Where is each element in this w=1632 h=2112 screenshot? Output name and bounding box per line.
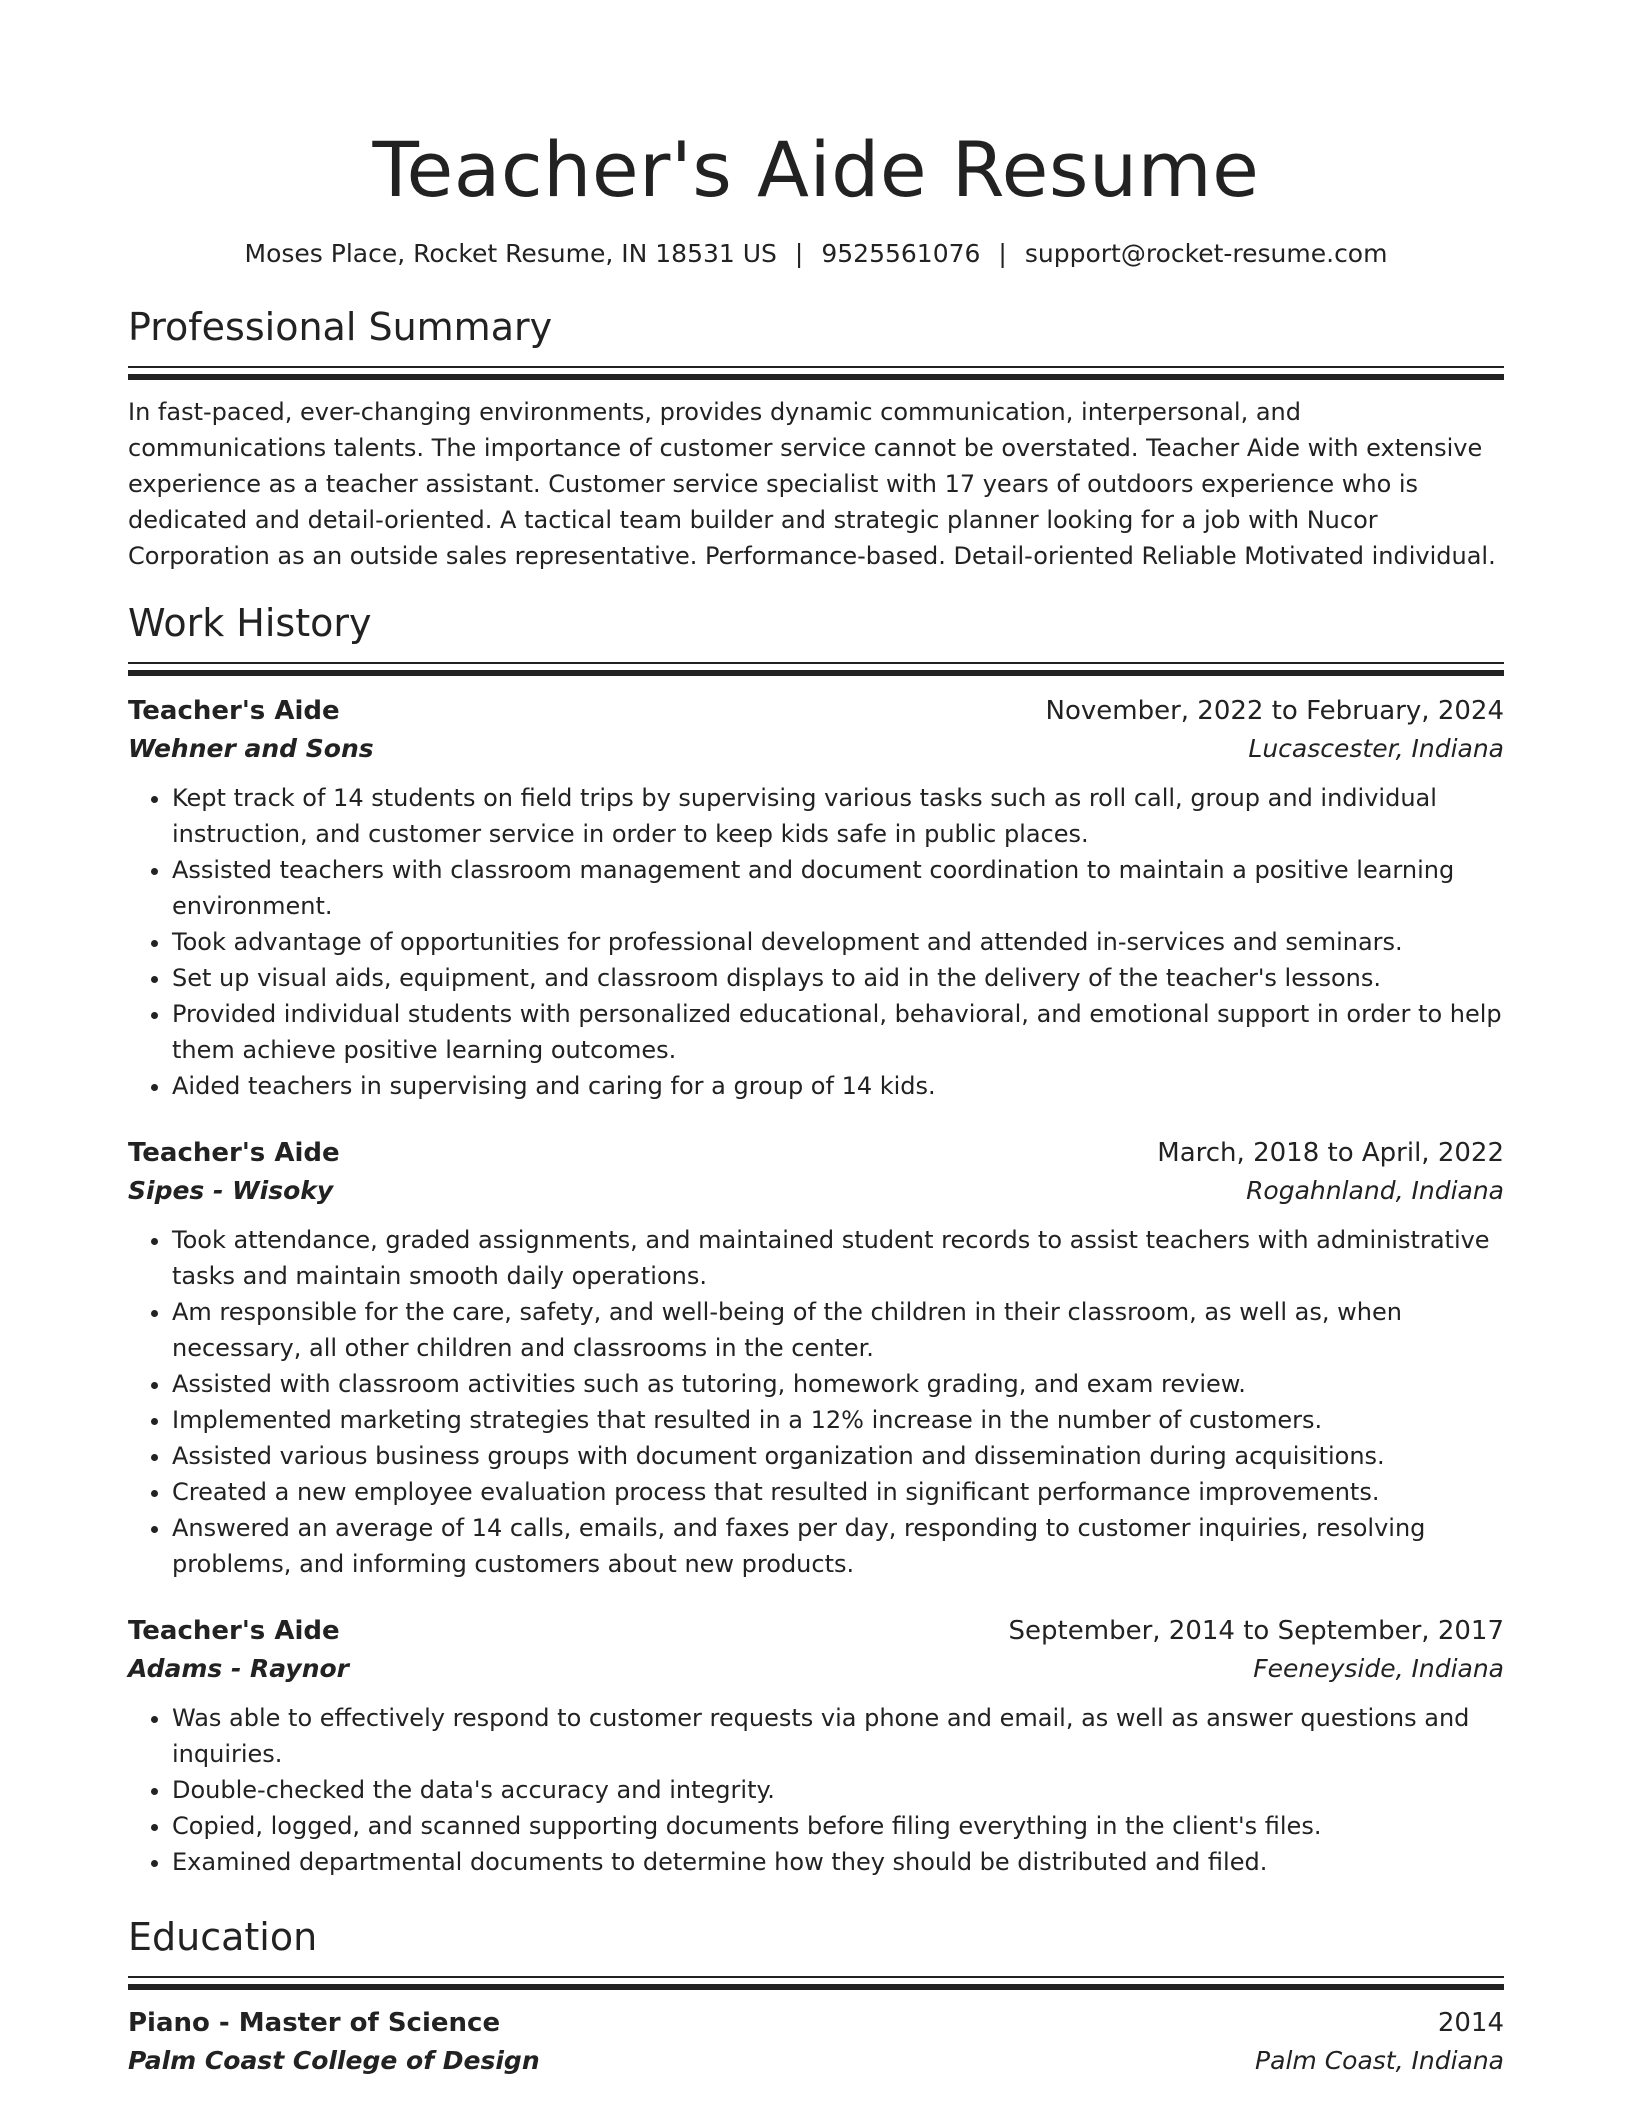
list-item: • Aided teachers in supervising and caring for a group of 14 kids. [172,1068,1504,1104]
list-item: • Took advantage of opportunities for professional development and attended in-services and seminars. [172,924,1504,960]
list-item: • Assisted with classroom activities such as tutoring, homework grading, and exam review. [172,1366,1504,1402]
summary-heading: Professional Summary [128,305,553,349]
list-item: • Assisted various business groups with document organization and dissemination during acquisitions. [172,1438,1504,1474]
education-heading: Education [128,1915,318,1959]
job-bullets [128,1222,1504,1582]
education-year: 2014 [1437,2008,1504,2038]
section-divider [128,1976,1504,1990]
contact-address: Moses Place, Rocket Resume, IN 18531 US [244,239,777,268]
contact-phone: 9525561076 [821,239,981,268]
contact-line [128,236,1504,272]
job-title: Teacher's Aide [128,1138,340,1168]
job-dates: November, 2022 to February, 2024 [1045,696,1504,726]
list-item: • Took attendance, graded assignments, and maintained student records to assist teachers with administrative tasks and maintain smooth daily operations. [172,1222,1504,1294]
job-dates: September, 2014 to September, 2017 [1008,1616,1504,1646]
list-item: • Double-checked the data's accuracy and integrity. [172,1772,1504,1808]
job-location: Lucascester, Indiana [1248,734,1504,763]
list-item: • Answered an average of 14 calls, emails, and faxes per day, responding to customer inquiries, resolving problems, and informing customers about new products. [172,1510,1504,1582]
education-degree: Piano - Master of Science [128,2008,501,2038]
job-location: Feeneyside, Indiana [1253,1654,1504,1683]
list-item: • Implemented marketing strategies that resulted in a 12% increase in the number of customers. [172,1402,1504,1438]
education-entry [128,2004,1504,2080]
job-employer: Sipes - Wisoky [128,1176,334,1205]
list-item: • Created a new employee evaluation process that resulted in significant performance improvements. [172,1474,1504,1510]
list-item: • Am responsible for the care, safety, and well-being of the children in their classroom, as well as, when necessary, all other children and classrooms in the center. [172,1294,1504,1366]
education-school: Palm Coast College of Design [128,2046,540,2075]
job-bullets [128,1700,1504,1880]
list-item: • Copied, logged, and scanned supporting documents before filing everything in the client's files. [172,1808,1504,1844]
section-divider [128,366,1504,380]
list-item: • Set up visual aids, equipment, and classroom displays to aid in the delivery of the teacher's lessons. [172,960,1504,996]
contact-email: support@rocket-resume.com [1024,239,1388,268]
job-dates: March, 2018 to April, 2022 [1157,1138,1504,1168]
list-item: • Examined departmental documents to determine how they should be distributed and filed. [172,1844,1504,1880]
education-section [128,1912,1504,2080]
job-location: Rogahnland, Indiana [1246,1176,1504,1205]
work-history-section [128,598,1504,1880]
section-divider [128,662,1504,676]
list-item: • Was able to effectively respond to customer requests via phone and email, as well as answer questions and inquiries. [172,1700,1504,1772]
contact-separator: | [794,239,804,268]
job-title: Teacher's Aide [128,1616,340,1646]
job-bullets [128,780,1504,1104]
job-employer: Wehner and Sons [128,734,374,763]
contact-separator: | [998,239,1007,268]
work-history-heading: Work History [128,601,372,645]
resume-title: Teacher's Aide Resume [372,125,1260,214]
education-location: Palm Coast, Indiana [1255,2046,1504,2075]
job-title: Teacher's Aide [128,696,340,726]
job-employer: Adams - Raynor [128,1654,350,1683]
summary-text: In fast-paced, ever-changing environments, provides dynamic communication, interpersonal, and communications talents. The importance of customer service cannot be overstated. Teacher Aide with extensive experience as a teacher assistant. Customer service specialist with 17 years of outdoors experience who is dedicated and detail-oriented. A tactical team builder and strategic planner looking for a job with Nucor Corporation as an outside sales representative. Performance-based. Detail-oriented Reliable Motivated individual. [128,398,1496,570]
job-entry [128,692,1504,1104]
summary-section [128,302,1504,574]
list-item: • Assisted teachers with classroom management and document coordination to maintain a positive learning environment. [172,852,1504,924]
job-entry [128,1612,1504,1880]
list-item: • Kept track of 14 students on field trips by supervising various tasks such as roll call, group and individual instruction, and customer service in order to keep kids safe in public places. [172,780,1504,852]
list-item: • Provided individual students with personalized educational, behavioral, and emotional support in order to help them achieve positive learning outcomes. [172,996,1504,1068]
job-entry [128,1134,1504,1582]
